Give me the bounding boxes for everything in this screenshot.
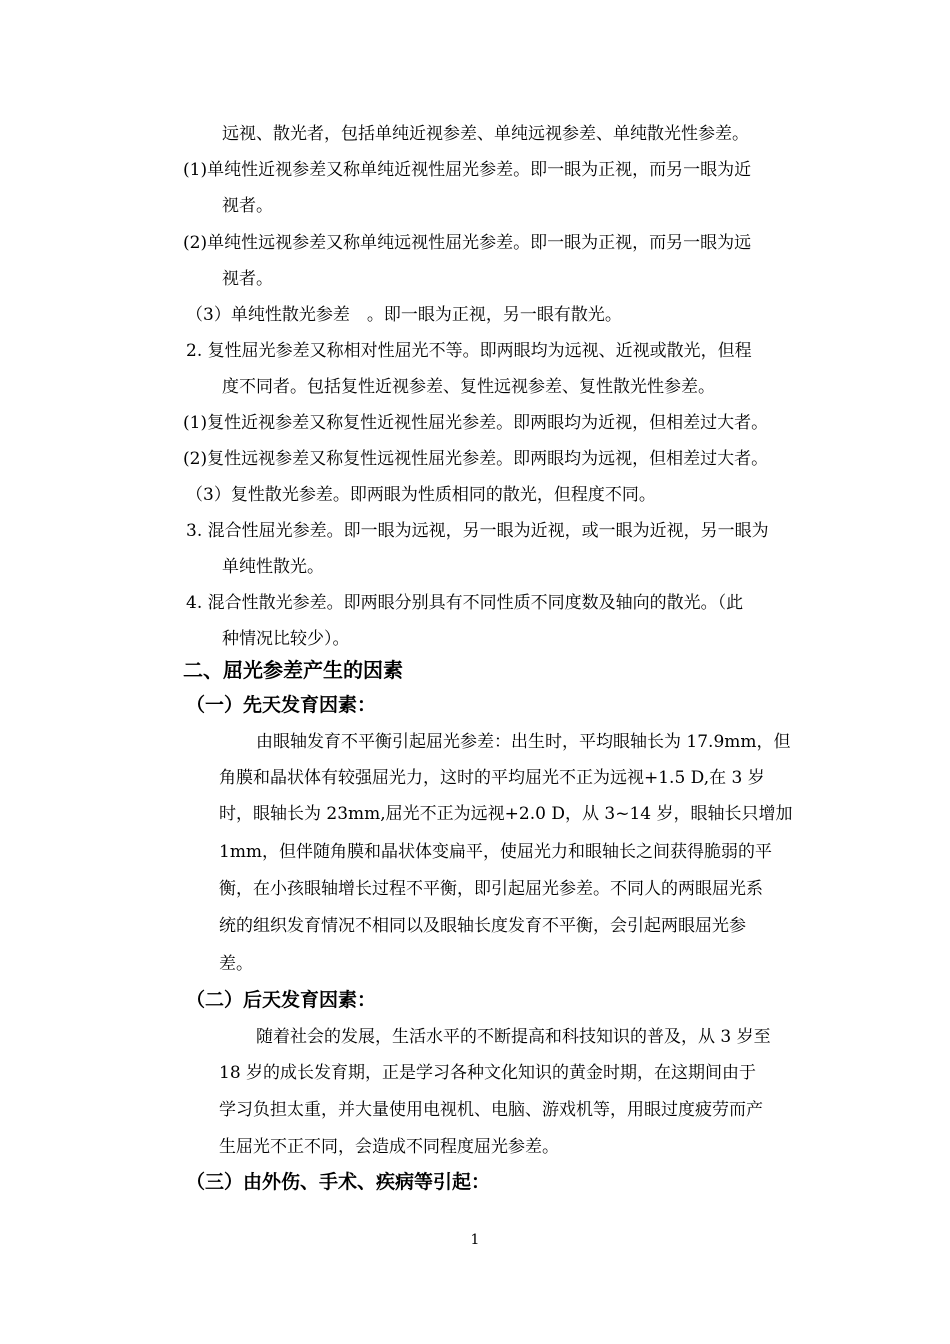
text-line: 单纯性散光。 — [222, 557, 324, 577]
text-line: （3）复性散光参差。即两眼为性质相同的散光，但程度不同。 — [186, 485, 656, 505]
subsection-heading: （一）先天发育因素： — [186, 694, 377, 716]
text-line: 4. 混合性散光参差。即两眼分别具有不同性质不同度数及轴向的散光。（此 — [186, 593, 744, 613]
paragraph-line: 1mm，但伴随角膜和晶状体变扁平，使屈光力和眼轴长之间获得脆弱的平 — [219, 842, 773, 862]
paragraph-line: 随着社会的发展，生活水平的不断提高和科技知识的普及，从 3 岁至 — [256, 1027, 771, 1047]
paragraph-line: 学习负担太重，并大量使用电视机、电脑、游戏机等，用眼过度疲劳而产 — [219, 1100, 763, 1120]
text-line: 视者。 — [222, 269, 273, 289]
text-line: 种情况比较少）。 — [222, 629, 350, 649]
text-line: (1)单纯性近视参差又称单纯近视性屈光参差。即一眼为正视，而另一眼为近 — [183, 160, 752, 180]
paragraph-line: 差。 — [219, 954, 253, 974]
text-line: (1)复性近视参差又称复性近视性屈光参差。即两眼均为近视，但相差过大者。 — [183, 413, 769, 433]
paragraph-line: 由眼轴发育不平衡引起屈光参差：出生时，平均眼轴长为 17.9mm，但 — [256, 732, 791, 752]
subsection-heading: （二）后天发育因素： — [186, 989, 377, 1011]
text-line: (2)复性远视参差又称复性远视性屈光参差。即两眼均为远视，但相差过大者。 — [183, 449, 769, 469]
paragraph-line: 统的组织发育情况不相同以及眼轴长度发育不平衡，会引起两眼屈光参 — [219, 916, 746, 936]
paragraph-line: 18 岁的成长发育期，正是学习各种文化知识的黄金时期，在这期间由于 — [219, 1063, 757, 1083]
paragraph-line: 生屈光不正不同，会造成不同程度屈光参差。 — [219, 1137, 559, 1157]
page-number: 1 — [470, 1232, 480, 1248]
paragraph-line: 角膜和晶状体有较强屈光力，这时的平均屈光不正为远视+1.5 D,在 3 岁 — [219, 768, 765, 788]
paragraph-line: 衡，在小孩眼轴增长过程不平衡，即引起屈光参差。不同人的两眼屈光系 — [219, 879, 763, 899]
text-line: (2)单纯性远视参差又称单纯远视性屈光参差。即一眼为正视，而另一眼为远 — [183, 233, 752, 253]
text-line: （3）单纯性散光参差 。即一眼为正视，另一眼有散光。 — [186, 305, 622, 325]
subsection-heading: （三）由外伤、手术、疾病等引起： — [186, 1171, 491, 1193]
text-line: 视者。 — [222, 196, 273, 216]
text-line: 远视、散光者，包括单纯近视参差、单纯远视参差、单纯散光性参差。 — [222, 124, 749, 144]
section-heading: 二、屈光参差产生的因素 — [183, 658, 403, 682]
text-line: 3. 混合性屈光参差。即一眼为远视，另一眼为近视，或一眼为近视，另一眼为 — [186, 521, 769, 541]
text-line: 2. 复性屈光参差又称相对性屈光不等。即两眼均为远视、近视或散光，但程 — [186, 341, 752, 361]
text-line: 度不同者。包括复性近视参差、复性远视参差、复性散光性参差。 — [222, 377, 715, 397]
paragraph-line: 时，眼轴长为 23mm,屈光不正为远视+2.0 D，从 3~14 岁，眼轴长只增加 — [219, 804, 793, 824]
